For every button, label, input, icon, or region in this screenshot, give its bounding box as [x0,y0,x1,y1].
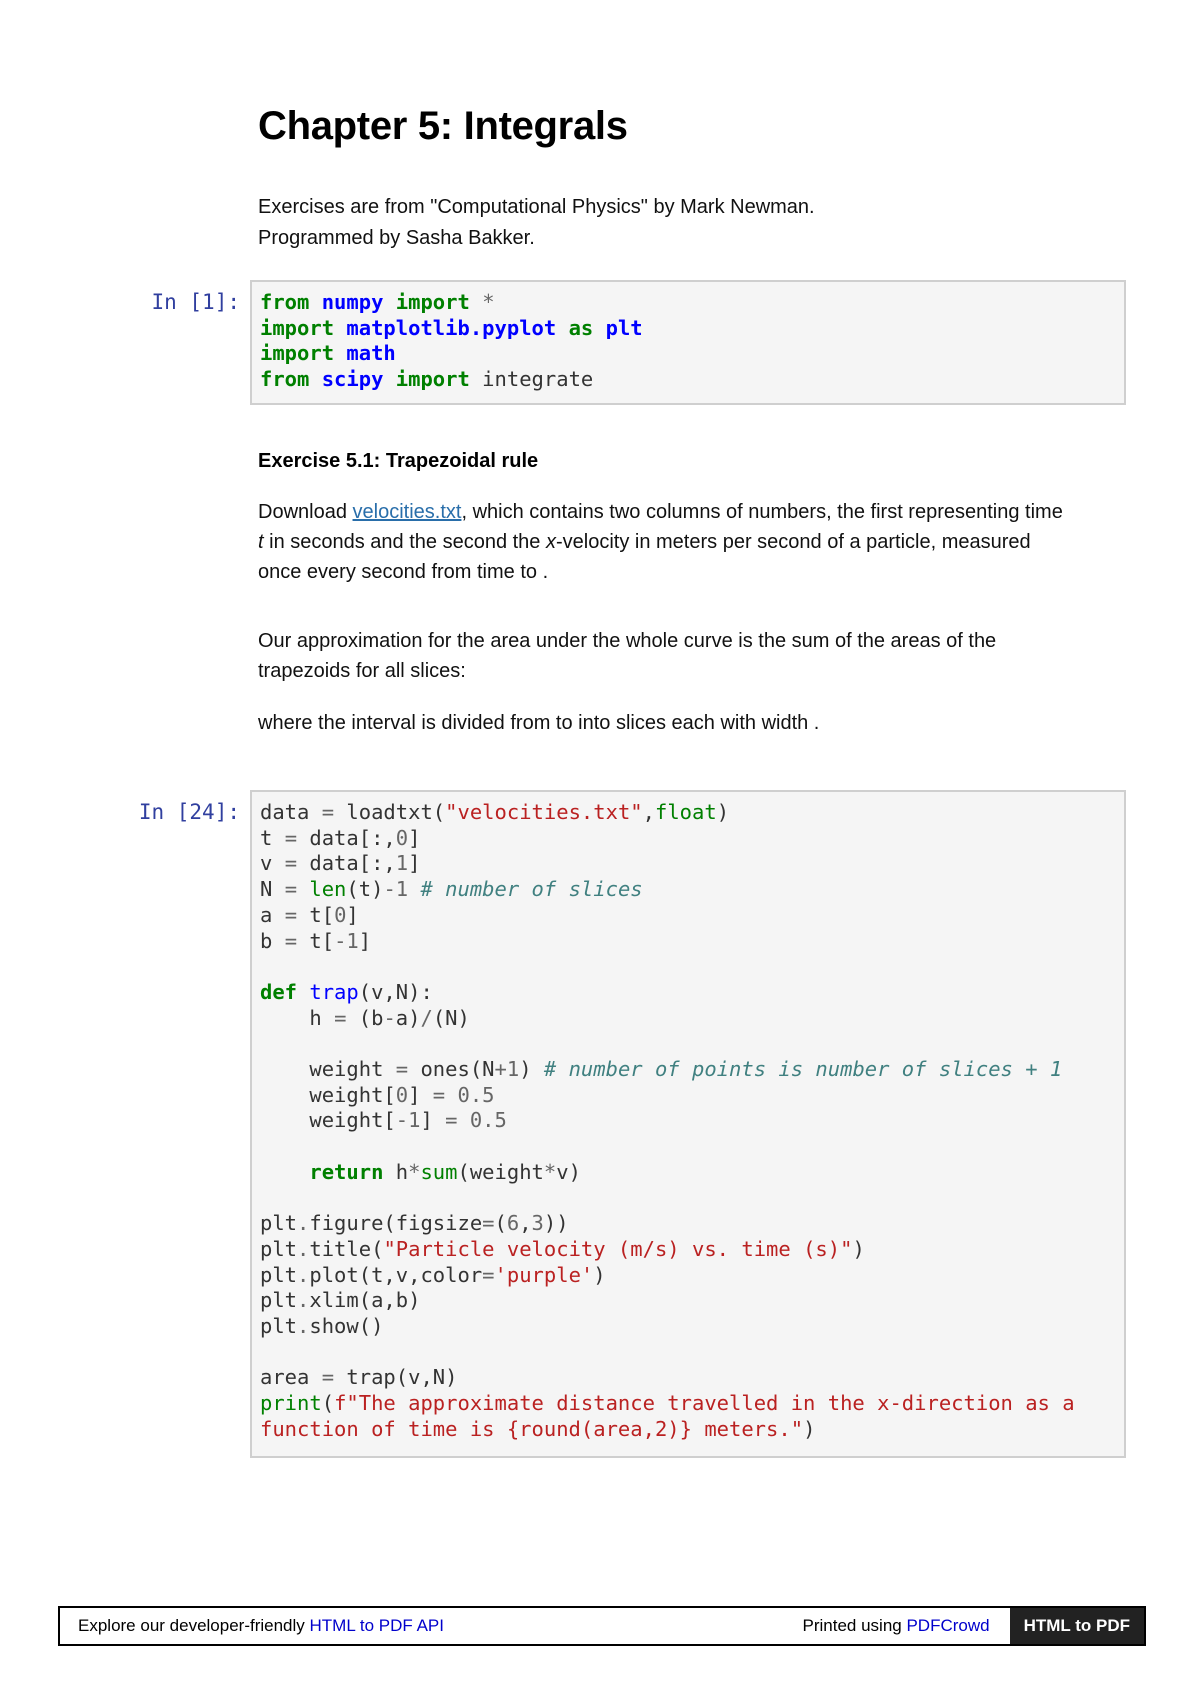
exercise-paragraph-1 [258,497,1128,587]
footer-left [60,1616,803,1636]
code-cell-2[interactable] [250,790,1126,1458]
footer-left-text: Explore our developer-friendly [78,1616,310,1635]
exercise-p1-pre: Download [258,501,353,523]
exercise-var-x: x [545,531,556,553]
intro-text [258,192,815,254]
exercise-p1-line3: once every second from time to . [258,561,549,583]
velocities-link[interactable]: velocities.txt [352,501,462,523]
cell-2-prompt: In [24]: [138,800,240,824]
footer-mid [803,1616,1010,1636]
exercise-paragraph-2 [258,626,1128,686]
pdfcrowd-link[interactable]: PDFCrowd [906,1616,990,1635]
exercise-p2-line2: trapezoids for all slices: [258,660,466,682]
page-title: Chapter 5: Integrals [258,104,628,148]
code-cell-2-source[interactable]: data = loadtxt("velocities.txt",float) t = data[:,0] v = data[:,1] N = len(t)-1 # number of slices a = t[0] b = t[-1] def trap(v,N): h = (b-a)/(N) weight = ones(N+1) # number of points is number of slices + 1 weight[0] = 0.5 weight[-1] = 0.5 return h*sum(weight*v) plt.figure(figsize=(6,3)) plt.title("Particle velocity (m/s) vs. time (s)") plt.plot(t,v,color='purple') plt.xlim(a,b) plt.show() area = trap(v,N) print(f"The approximate distance travelled in the x-direction as a function of time is {round(area,2)} meters.") [260,800,1075,1441]
html-to-pdf-api-link[interactable]: HTML to PDF API [309,1616,444,1635]
exercise-p1-post: , which contains two columns of numbers, the first representing time [461,501,1063,523]
code-cell-1[interactable] [250,280,1126,405]
exercise-title: Exercise 5.1: Trapezoidal rule [258,450,539,472]
pdf-footer [58,1606,1146,1646]
intro-line-2: Programmed by Sasha Bakker. [258,227,535,249]
code-cell-1-source[interactable]: from numpy import * import matplotlib.pyplot as plt import math from scipy import integrate [260,290,643,392]
exercise-var-t: t [258,531,264,553]
exercise-p1-line2b: -velocity in meters per second of a particle, measured [555,531,1031,553]
footer-mid-text: Printed using [802,1616,907,1635]
exercise-p1-line2: in seconds and the second the [263,531,546,553]
html-to-pdf-badge[interactable]: HTML to PDF [1010,1608,1144,1644]
intro-line-1: Exercises are from "Computational Physics" by Mark Newman. [258,196,815,218]
exercise-p2-line1: Our approximation for the area under the whole curve is the sum of the areas of the [258,630,997,652]
exercise-paragraph-3: where the interval is divided from to into slices each with width . [258,712,820,734]
cell-1-prompt: In [1]: [151,290,240,314]
